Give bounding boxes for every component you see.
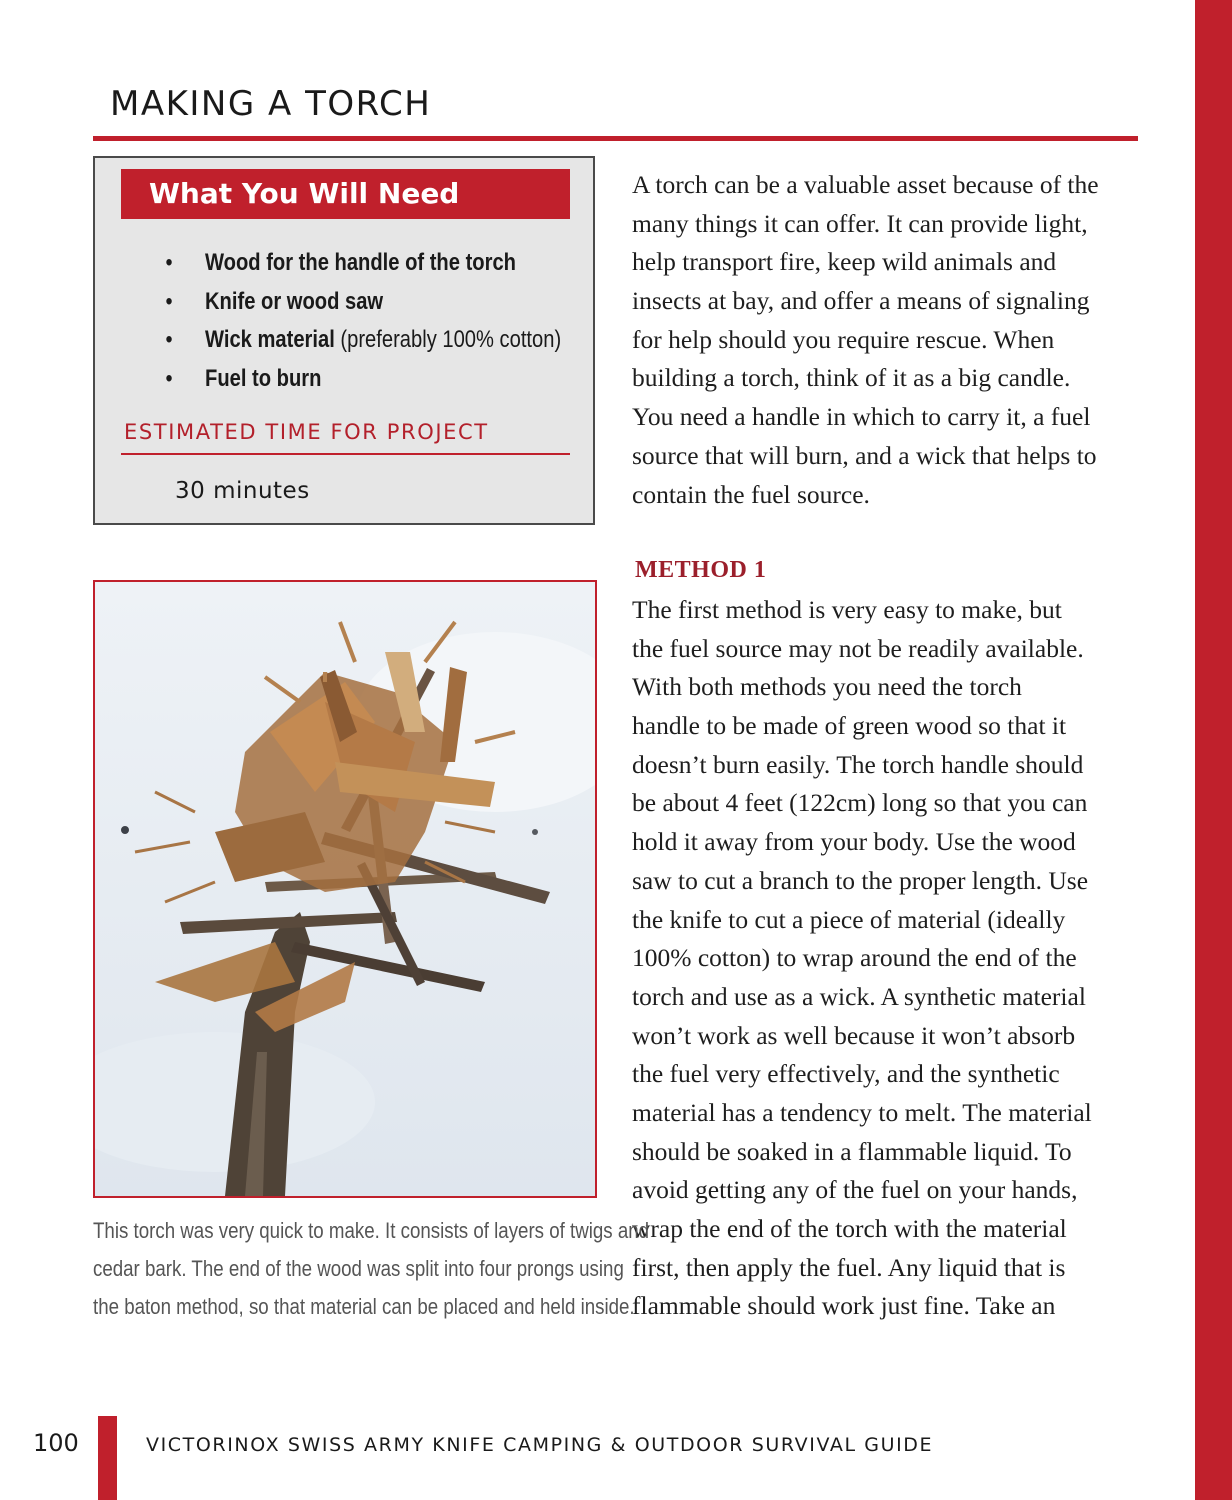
- text-line: be about 4 feet (122cm) long so that you can: [632, 788, 1088, 818]
- what-you-will-need-box: [93, 156, 595, 525]
- method-heading: METHOD 1: [635, 557, 767, 583]
- materials-list: [163, 244, 561, 398]
- side-accent-stripe: [1195, 0, 1232, 1500]
- caption-line: This torch was very quick to make. It consists of layers of twigs and: [93, 1218, 650, 1243]
- estimated-time-value: 30 minutes: [175, 478, 310, 504]
- torch-illustration: [95, 582, 595, 1196]
- text-line: help transport fire, keep wild animals and: [632, 247, 1057, 277]
- list-item: [163, 244, 561, 283]
- estimated-time-label: ESTIMATED TIME FOR PROJECT: [124, 420, 489, 444]
- photo-caption: [93, 1212, 650, 1326]
- text-line: the knife to cut a piece of material (ideally: [632, 904, 1066, 934]
- caption-line: cedar bark. The end of the wood was split into four prongs using: [93, 1256, 624, 1281]
- text-line: doesn’t burn easily. The torch handle should: [632, 749, 1084, 779]
- method-paragraph: [632, 591, 1152, 1326]
- text-line: handle to be made of green wood so that it: [632, 711, 1067, 741]
- text-line: material has a tendency to melt. The material: [632, 1097, 1092, 1127]
- text-line: the fuel source may not be readily available.: [632, 633, 1084, 663]
- text-line: avoid getting any of the fuel on your hands,: [632, 1175, 1078, 1205]
- torch-photo: [93, 580, 597, 1198]
- text-line: first, then apply the fuel. Any liquid that is: [632, 1252, 1066, 1282]
- intro-paragraph: [632, 166, 1152, 514]
- bullet: •: [165, 249, 173, 276]
- text-line: hold it away from your body. Use the wood: [632, 827, 1076, 857]
- list-item: [163, 360, 561, 399]
- text-line: for help should you require rescue. When: [632, 324, 1055, 354]
- need-box-header: What You Will Need: [121, 169, 570, 219]
- text-line: 100% cotton) to wrap around the end of the: [632, 943, 1077, 973]
- text-line: won’t work as well because it won’t absorb: [632, 1020, 1076, 1050]
- list-item: [163, 283, 561, 322]
- footer-book-title: VICTORINOX SWISS ARMY KNIFE CAMPING & OUTDOOR SURVIVAL GUIDE: [146, 1434, 934, 1456]
- text-line: building a torch, think of it as a big candle.: [632, 363, 1071, 393]
- text-line: saw to cut a branch to the proper length. Use: [632, 865, 1089, 895]
- item-label: Fuel to burn: [205, 364, 322, 392]
- item-label: Wood for the handle of the torch: [205, 249, 516, 276]
- caption-line: the baton method, so that material can be placed and held inside.: [93, 1294, 635, 1319]
- text-line: many things it can offer. It can provide light,: [632, 208, 1088, 238]
- text-line: You need a handle in which to carry it, a fuel: [632, 402, 1091, 432]
- bullet: •: [165, 364, 173, 392]
- text-line: insects at bay, and offer a means of signaling: [632, 286, 1090, 316]
- text-line: A torch can be a valuable asset because of the: [632, 170, 1099, 199]
- item-label: Knife or wood saw: [205, 287, 384, 315]
- footer-accent-bar: [98, 1416, 117, 1500]
- text-line: The first method is very easy to make, but: [632, 595, 1062, 624]
- text-line: the fuel very effectively, and the synthetic: [632, 1059, 1060, 1089]
- estimated-time-rule: [121, 453, 570, 455]
- bullet: •: [165, 326, 173, 353]
- text-line: With both methods you need the torch: [632, 672, 1022, 702]
- text-line: flammable should work just fine. Take an: [632, 1291, 1056, 1321]
- bullet: •: [165, 287, 173, 315]
- title-rule: [93, 136, 1138, 141]
- page-number: 100: [33, 1429, 79, 1457]
- text-line: contain the fuel source.: [632, 479, 870, 509]
- item-note: (preferably 100% cotton): [334, 326, 562, 353]
- list-item: [163, 321, 561, 360]
- text-line: should be soaked in a flammable liquid. To: [632, 1136, 1072, 1166]
- text-line: source that will burn, and a wick that helps to: [632, 440, 1097, 470]
- item-label: Wick material: [205, 326, 335, 353]
- section-title: MAKING A TORCH: [110, 84, 432, 124]
- text-line: torch and use as a wick. A synthetic material: [632, 981, 1086, 1011]
- text-line: wrap the end of the torch with the material: [632, 1214, 1067, 1243]
